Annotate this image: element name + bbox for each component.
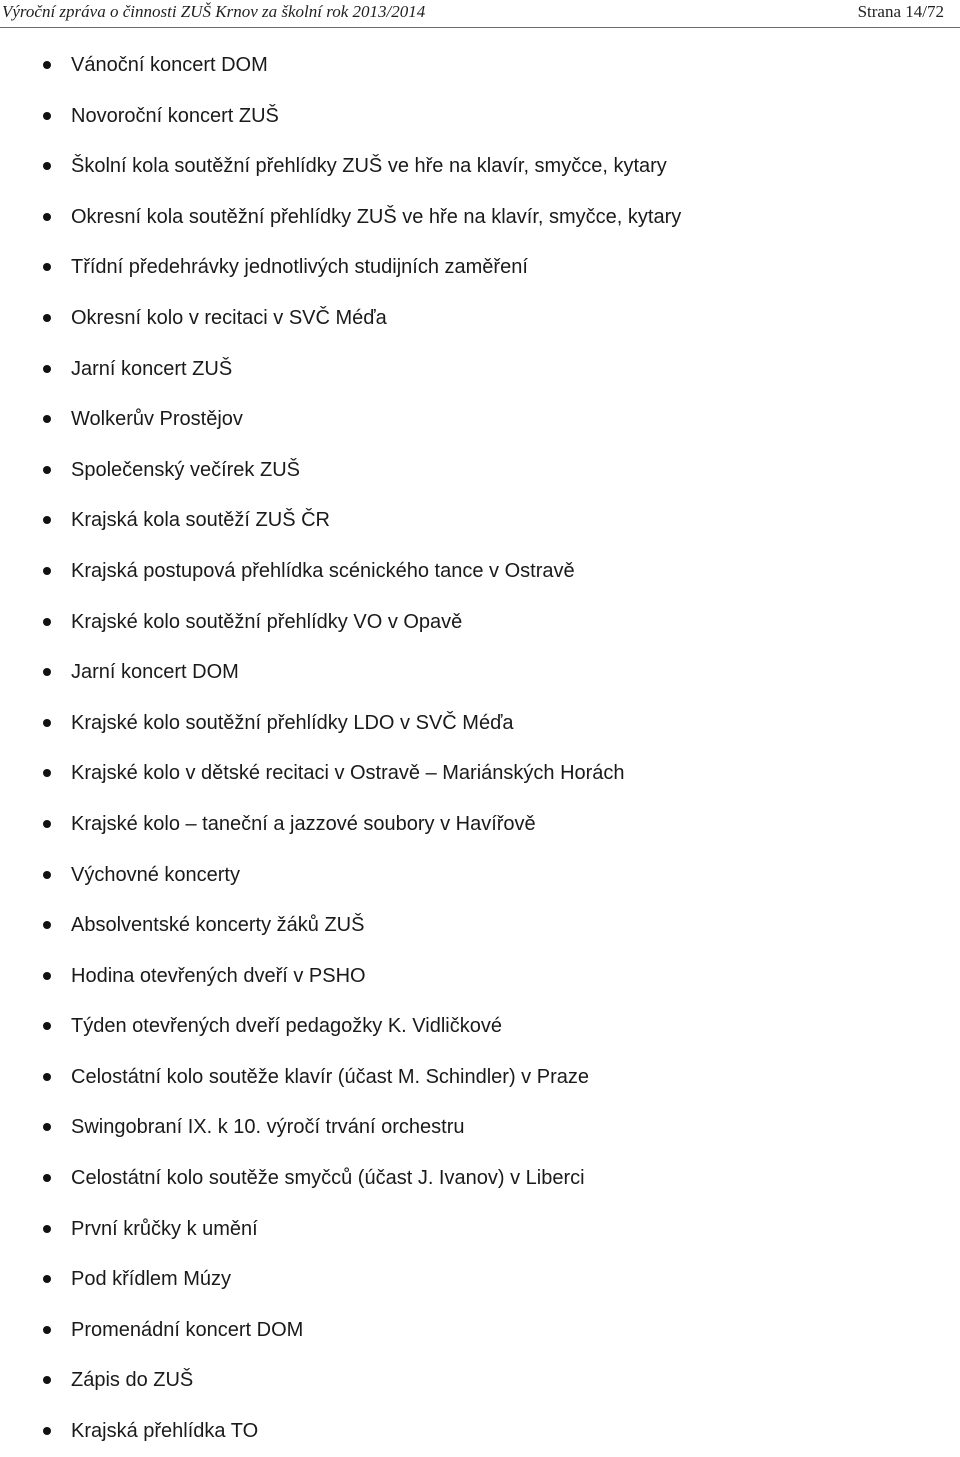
event-list [0, 40, 960, 1457]
list-item [0, 91, 960, 142]
list-item [0, 242, 960, 293]
list-item [0, 647, 960, 698]
list-item-text: Jarní koncert ZUŠ [71, 357, 233, 380]
bullet-icon [43, 1123, 51, 1131]
bullet-icon [43, 466, 51, 474]
bullet-icon [43, 1073, 51, 1081]
list-item-text: Zápis do ZUŠ [71, 1369, 194, 1392]
bullet-icon [43, 61, 51, 69]
bullet-icon [43, 567, 51, 575]
bullet-icon [43, 162, 51, 170]
bullet-icon [43, 1275, 51, 1283]
list-item-text: Absolventské koncerty žáků ZUŠ [71, 914, 365, 937]
bullet-icon [43, 1326, 51, 1334]
bullet-icon [43, 314, 51, 322]
bullet-icon [43, 769, 51, 777]
list-item [0, 1254, 960, 1305]
bullet-icon [43, 668, 51, 676]
list-item-text: Vánoční koncert DOM [71, 54, 268, 76]
bullet-icon [43, 618, 51, 626]
list-item [0, 394, 960, 445]
list-item-text: Školní kola soutěžní přehlídky ZUŠ ve hře na klavír, smyčce, kytary [71, 155, 667, 178]
list-item-text: Jarní koncert DOM [71, 661, 239, 684]
bullet-icon [43, 921, 51, 929]
bullet-icon [43, 719, 51, 727]
list-item-text: Krajská kola soutěží ZUŠ ČR [71, 509, 330, 532]
list-item [0, 40, 960, 91]
bullet-icon [43, 871, 51, 879]
list-item-text: Výchovné koncerty [71, 863, 240, 886]
list-item-text: Celostátní kolo soutěže klavír (účast M. Schindler) v Praze [71, 1065, 589, 1088]
bullet-icon [43, 1022, 51, 1030]
bullet-icon [43, 1174, 51, 1182]
list-item-text: Krajské kolo soutěžní přehlídky LDO v SVČ Méďa [71, 711, 514, 734]
list-item-text: První krůčky k umění [71, 1217, 258, 1240]
list-item [0, 748, 960, 799]
list-item-text: Krajské kolo v dětské recitaci v Ostravě – Mariánských Horách [71, 762, 625, 785]
list-item [0, 192, 960, 243]
list-item-text: Wolkerův Prostějov [71, 408, 243, 431]
list-item [0, 1204, 960, 1255]
list-item-text: Krajské kolo – taneční a jazzové soubory v Havířově [71, 812, 536, 835]
list-item [0, 799, 960, 850]
list-item-text: Okresní kolo v recitaci v SVČ Méďa [71, 306, 387, 329]
list-item [0, 850, 960, 901]
bullet-icon [43, 1376, 51, 1384]
list-item [0, 1052, 960, 1103]
list-item [0, 344, 960, 395]
bullet-icon [43, 263, 51, 271]
list-item [0, 546, 960, 597]
list-item-text: Promenádní koncert DOM [71, 1318, 304, 1341]
list-item [0, 1305, 960, 1356]
list-item-text: Krajská přehlídka TO [71, 1420, 259, 1443]
list-item-text: Týden otevřených dveří pedagožky K. Vidličkové [71, 1015, 502, 1038]
list-item [0, 1355, 960, 1406]
list-item [0, 141, 960, 192]
list-item-text: Celostátní kolo soutěže smyčců (účast J. Ivanov) v Liberci [71, 1167, 585, 1190]
list-item [0, 951, 960, 1002]
list-item-text: Okresní kola soutěžní přehlídky ZUŠ ve hře na klavír, smyčce, kytary [71, 205, 682, 228]
list-item [0, 1001, 960, 1052]
bullet-icon [43, 516, 51, 524]
bullet-icon [43, 415, 51, 423]
list-item [0, 495, 960, 546]
bullet-icon [43, 1225, 51, 1233]
list-item [0, 293, 960, 344]
list-item [0, 1406, 960, 1457]
bullet-icon [43, 365, 51, 373]
list-item-text: Hodina otevřených dveří v PSHO [71, 964, 366, 987]
document-title: Výroční zpráva o činnosti ZUŠ Krnov za školní rok 2013/2014 [2, 2, 426, 21]
list-item [0, 445, 960, 496]
bullet-icon [43, 112, 51, 120]
list-item-text: Krajská postupová přehlídka scénického tance v Ostravě [71, 559, 575, 582]
list-item [0, 900, 960, 951]
list-item-text: Třídní předehrávky jednotlivých studijních zaměření [71, 256, 528, 279]
bullet-icon [43, 972, 51, 980]
bullet-icon [43, 820, 51, 828]
list-item-text: Novoroční koncert ZUŠ [71, 104, 279, 127]
page-header [0, 0, 960, 28]
list-item [0, 1102, 960, 1153]
list-item [0, 1153, 960, 1204]
list-item-text: Swingobraní IX. k 10. výročí trvání orchestru [71, 1116, 465, 1139]
bullet-icon [43, 213, 51, 221]
bullet-icon [43, 1427, 51, 1435]
list-item-text: Pod křídlem Múzy [71, 1268, 232, 1291]
list-item-text: Společenský večírek ZUŠ [71, 458, 300, 481]
list-item [0, 597, 960, 648]
list-item [0, 698, 960, 749]
page-number: Strana 14/72 [857, 2, 944, 21]
list-item-text: Krajské kolo soutěžní přehlídky VO v Opavě [71, 610, 463, 633]
